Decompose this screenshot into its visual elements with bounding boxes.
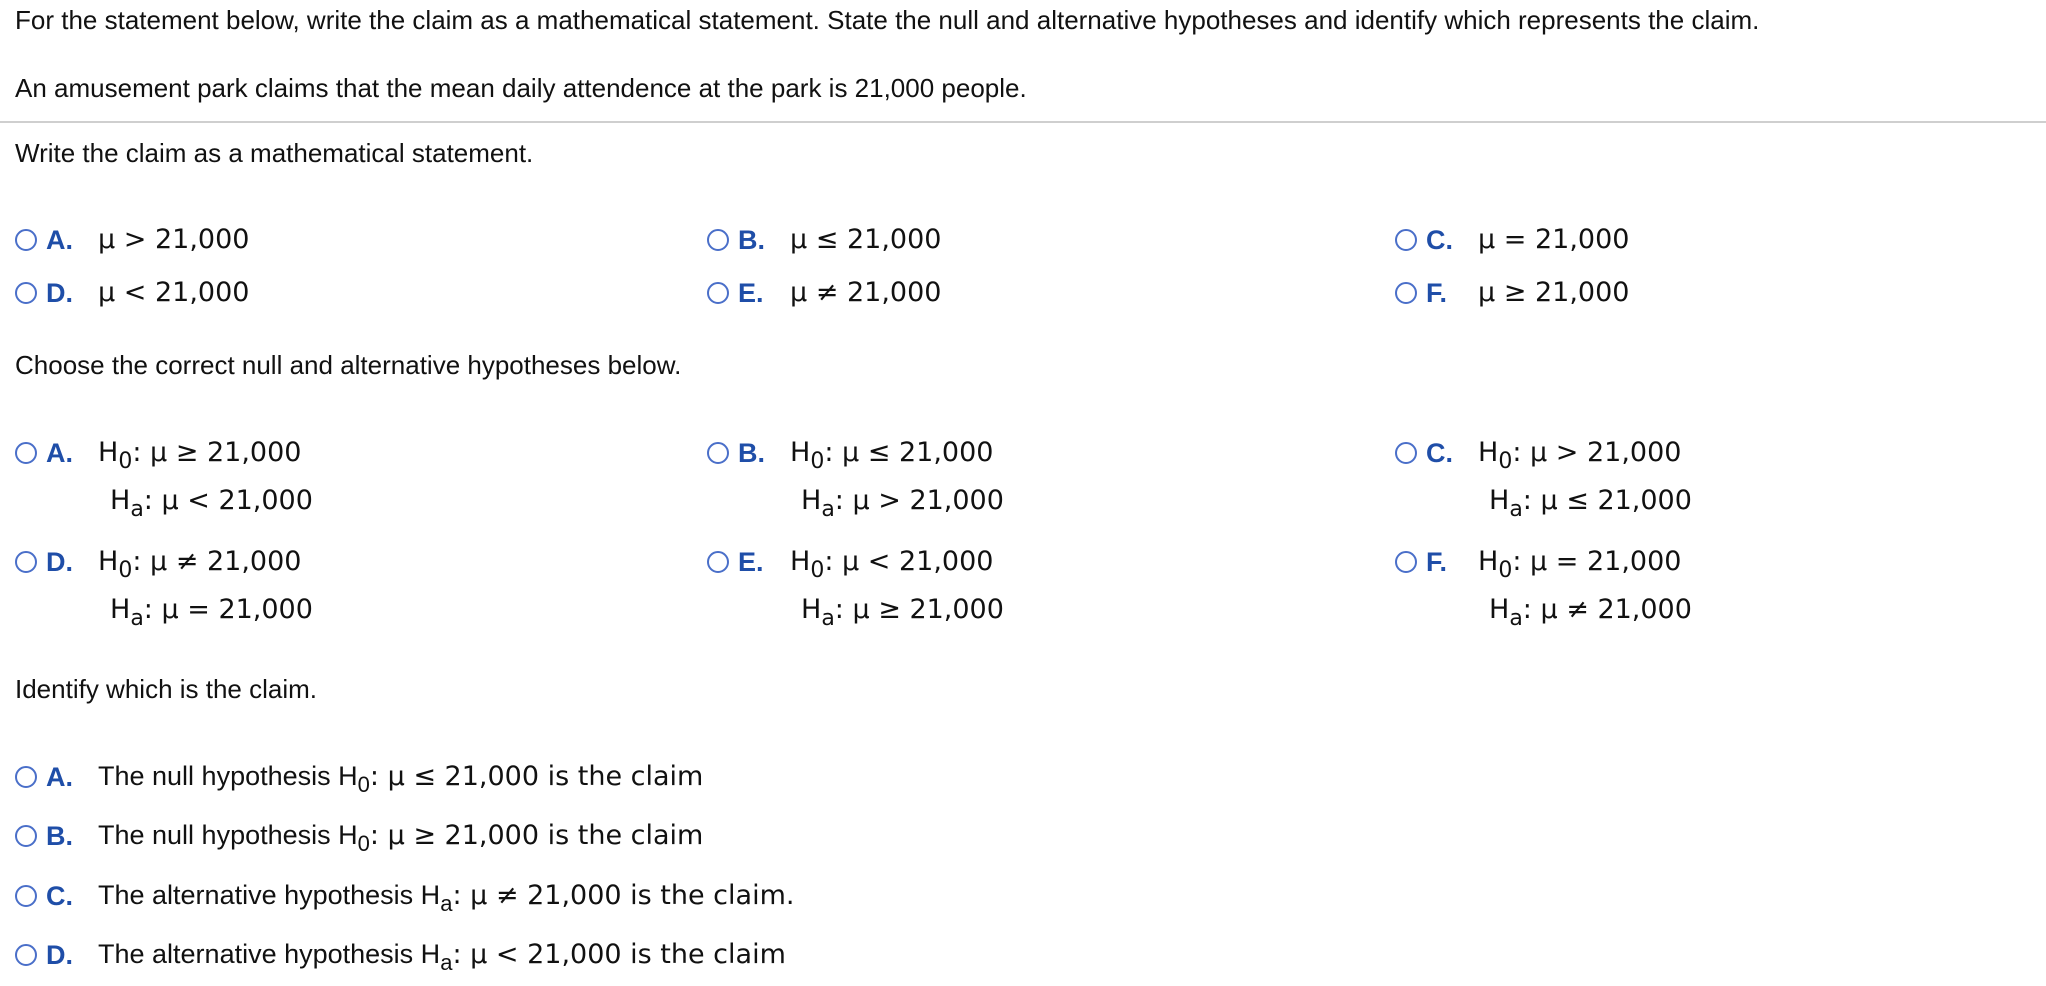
option-letter: F.: [1426, 278, 1448, 308]
ha-subscript: a: [1509, 497, 1523, 522]
radio-button[interactable]: [15, 825, 37, 847]
h-symbol: H: [1478, 437, 1499, 468]
h0-expression: : μ > 21,000: [1512, 437, 1682, 468]
radio-button[interactable]: [1395, 282, 1417, 304]
radio-button[interactable]: [15, 282, 37, 304]
q3-prompt: Identify which is the claim.: [15, 674, 318, 704]
option-letter: B.: [46, 820, 73, 851]
ha-expression: : μ > 21,000: [834, 485, 1004, 516]
section-divider: [0, 121, 2046, 123]
q2-option-e[interactable]: [707, 546, 994, 583]
option-letter: C.: [1426, 438, 1453, 468]
q1-option-e[interactable]: [707, 277, 941, 309]
option-letter: A.: [46, 438, 73, 468]
option-letter: D.: [46, 939, 73, 970]
option-letter: D.: [46, 278, 73, 308]
option-text: [98, 938, 786, 975]
h0-subscript: 0: [810, 558, 825, 583]
h-symbol: H: [110, 485, 131, 516]
option-text: [98, 819, 704, 856]
h0-expression: : μ ≠ 21,000: [132, 546, 302, 577]
null-hypothesis: [790, 437, 994, 474]
h0-subscript: 0: [1498, 449, 1513, 474]
option-expression: μ ≠ 21,000: [790, 277, 942, 308]
h-symbol: H: [790, 437, 811, 468]
instructions-text: For the statement below, write the claim as a mathematical statement. State the null and alternative hypotheses and identify which represents the claim.: [15, 5, 1760, 35]
option-text-expression: : μ ≤ 21,000 is the claim: [369, 761, 704, 792]
h0-subscript: 0: [118, 449, 133, 474]
q1-option-b[interactable]: [707, 224, 941, 256]
option-expression: μ > 21,000: [98, 224, 250, 255]
ha-expression: : μ ≤ 21,000: [1522, 485, 1692, 516]
radio-button[interactable]: [15, 229, 37, 251]
h0-subscript: 0: [810, 449, 825, 474]
ha-subscript: a: [1509, 606, 1523, 631]
q3-option-c[interactable]: [15, 879, 795, 916]
ha-expression: : μ ≠ 21,000: [1522, 594, 1692, 625]
h-symbol: H: [110, 594, 131, 625]
option-letter: F.: [1426, 547, 1448, 577]
q1-option-c[interactable]: [1395, 224, 1629, 256]
q2-option-d[interactable]: [15, 546, 302, 583]
ha-subscript: a: [821, 606, 835, 631]
h0-expression: : μ < 21,000: [824, 546, 994, 577]
ha-subscript: a: [130, 606, 144, 631]
q2-prompt: Choose the correct null and alternative hypotheses below.: [15, 350, 682, 380]
option-text-lead: The alternative hypothesis H: [98, 880, 441, 910]
null-hypothesis: [98, 546, 302, 583]
radio-button[interactable]: [1395, 442, 1417, 464]
ha-expression: : μ < 21,000: [143, 485, 313, 516]
option-letter: A.: [46, 225, 73, 255]
h-symbol: H: [790, 546, 811, 577]
null-hypothesis: [790, 546, 994, 583]
option-text-expression: : μ ≥ 21,000 is the claim: [369, 820, 704, 851]
option-text-lead: The null hypothesis H: [98, 820, 358, 850]
q2-option-f-alt: [1489, 594, 1692, 631]
option-letter: A.: [46, 761, 73, 792]
q2-option-e-alt: [801, 594, 1004, 631]
h0-expression: : μ ≥ 21,000: [132, 437, 302, 468]
option-letter: B.: [738, 438, 765, 468]
hypothesis-subscript: a: [440, 950, 453, 975]
radio-button[interactable]: [15, 885, 37, 907]
option-text-expression: : μ < 21,000 is the claim: [452, 939, 786, 970]
null-hypothesis: [1478, 437, 1682, 474]
option-letter: C.: [46, 880, 73, 911]
null-hypothesis: [1478, 546, 1682, 583]
null-hypothesis: [98, 437, 302, 474]
q1-option-f[interactable]: [1395, 277, 1629, 309]
option-text-lead: The null hypothesis H: [98, 761, 358, 791]
h-symbol: H: [801, 594, 822, 625]
option-text: [98, 879, 795, 916]
h0-subscript: 0: [118, 558, 133, 583]
h-symbol: H: [1489, 594, 1510, 625]
q2-option-d-alt: [110, 594, 313, 631]
option-letter: E.: [738, 278, 764, 308]
q3-option-d[interactable]: [15, 938, 786, 975]
option-text: [98, 760, 704, 797]
ha-expression: : μ = 21,000: [143, 594, 313, 625]
hypothesis-subscript: a: [440, 891, 453, 916]
q2-option-a[interactable]: [15, 437, 302, 474]
ha-subscript: a: [821, 497, 835, 522]
hypothesis-subscript: 0: [357, 831, 370, 856]
ha-subscript: a: [130, 497, 144, 522]
q2-option-c-alt: [1489, 485, 1692, 522]
radio-button[interactable]: [15, 442, 37, 464]
ha-expression: : μ ≥ 21,000: [834, 594, 1004, 625]
h0-subscript: 0: [1498, 558, 1513, 583]
option-text-lead: The alternative hypothesis H: [98, 939, 441, 969]
radio-button[interactable]: [1395, 229, 1417, 251]
h-symbol: H: [801, 485, 822, 516]
option-expression: μ < 21,000: [98, 277, 250, 308]
radio-button[interactable]: [707, 551, 729, 573]
h-symbol: H: [98, 437, 119, 468]
option-letter: B.: [738, 225, 765, 255]
radio-button[interactable]: [15, 551, 37, 573]
h-symbol: H: [98, 546, 119, 577]
q1-option-d[interactable]: [15, 277, 249, 309]
radio-button[interactable]: [15, 766, 37, 788]
option-text-expression: : μ ≠ 21,000 is the claim.: [452, 880, 795, 911]
option-expression: μ ≥ 21,000: [1478, 277, 1630, 308]
q2-option-f[interactable]: [1395, 546, 1682, 583]
radio-button[interactable]: [707, 442, 729, 464]
q2-option-b[interactable]: [707, 437, 994, 474]
q1-prompt: Write the claim as a mathematical statement.: [15, 138, 534, 168]
option-letter: D.: [46, 547, 73, 577]
option-letter: E.: [738, 547, 764, 577]
q2-option-c[interactable]: [1395, 437, 1682, 474]
q3-option-a[interactable]: [15, 760, 704, 797]
radio-button[interactable]: [707, 282, 729, 304]
problem-statement: An amusement park claims that the mean daily attendence at the park is 21,000 people.: [15, 73, 1027, 103]
h0-expression: : μ = 21,000: [1512, 546, 1682, 577]
option-letter: C.: [1426, 225, 1453, 255]
q2-option-b-alt: [801, 485, 1004, 522]
radio-button[interactable]: [707, 229, 729, 251]
q2-option-a-alt: [110, 485, 313, 522]
radio-button[interactable]: [15, 944, 37, 966]
q1-option-a[interactable]: [15, 224, 249, 256]
hypothesis-subscript: 0: [357, 772, 370, 797]
option-expression: μ ≤ 21,000: [790, 224, 942, 255]
radio-button[interactable]: [1395, 551, 1417, 573]
h-symbol: H: [1478, 546, 1499, 577]
h0-expression: : μ ≤ 21,000: [824, 437, 994, 468]
h-symbol: H: [1489, 485, 1510, 516]
q3-option-b[interactable]: [15, 819, 704, 856]
option-expression: μ = 21,000: [1478, 224, 1630, 255]
